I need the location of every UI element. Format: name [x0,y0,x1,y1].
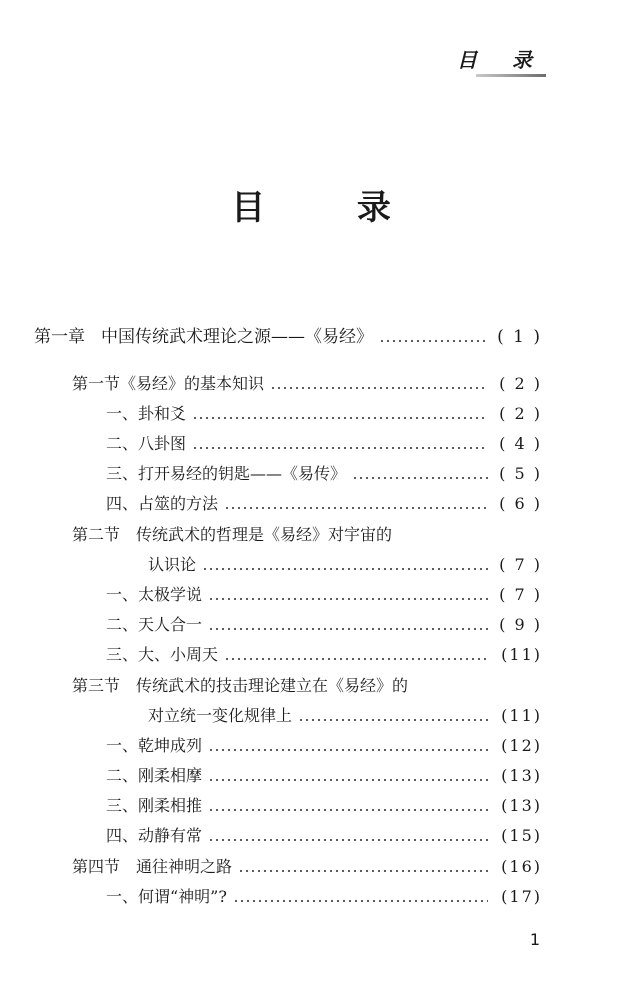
leader-dots [208,749,488,751]
chapter-title: 中国传统武术理论之源——《易经》 [101,327,373,347]
subsection-title: 一、乾坤成列 [106,736,203,755]
toc-entry-section-1[interactable] [72,370,542,398]
running-header: 目 录 [457,48,546,72]
toc-entry-subsection[interactable] [106,641,542,669]
leader-dots [352,477,488,479]
toc-entry-subsection[interactable] [106,581,542,609]
leader-dots [298,719,488,721]
subsection-title: 四、动静有常 [106,826,203,845]
subsection-title: 三、打开易经的钥匙——《易传》 [106,464,347,483]
page-ref: (11) [501,645,542,664]
subsection-title: 二、八卦图 [106,434,187,453]
page-ref: ( 2 ) [499,404,542,423]
section-title-continued: 对立统一变化规律上 [148,706,293,725]
page-ref: ( 9 ) [499,615,542,634]
subsection-title: 一、太极学说 [106,585,203,604]
page-ref: (13) [501,796,542,815]
toc-entry-section-3[interactable] [72,672,542,700]
page-ref: (13) [501,766,542,785]
leader-dots [238,870,488,872]
page-ref: ( 7 ) [499,555,542,574]
page-ref: ( 6 ) [499,494,542,513]
leader-dots [208,628,488,630]
page-ref: ( 2 ) [499,374,542,393]
section-title: 传统武术的技击理论建立在《易经》的 [136,676,409,695]
leader-dots [208,809,488,811]
section-number: 第一节 [72,374,121,393]
leader-dots [208,598,488,600]
section-title-continued: 认识论 [148,555,197,574]
page-ref: (12) [501,736,542,755]
toc-entry-section-2[interactable] [72,521,542,549]
page-title: 目 录 [231,188,431,228]
page-ref: ( 4 ) [499,434,542,453]
leader-dots [208,839,488,841]
page-ref: ( 7 ) [499,585,542,604]
toc-entry-subsection[interactable] [106,400,542,428]
leader-dots [208,779,488,781]
subsection-title: 四、占筮的方法 [106,494,219,513]
section-number: 第三节 [72,676,121,695]
subsection-title: 三、刚柔相推 [106,796,203,815]
page-ref: ( 1 ) [497,327,542,347]
leader-dots [224,507,488,509]
page-number: 1 [529,930,540,949]
subsection-title: 一、卦和爻 [106,404,187,423]
toc-entry-subsection[interactable] [106,732,542,760]
toc-entry-subsection[interactable] [106,430,542,458]
toc-entry-subsection[interactable] [106,762,542,790]
leader-dots [202,568,488,570]
toc-entry-subsection[interactable] [106,792,542,820]
toc-entry-subsection[interactable] [106,490,542,518]
leader-dots [224,658,488,660]
page-ref: (15) [501,826,542,845]
toc-entry-subsection[interactable] [106,883,542,911]
leader-dots [233,900,488,902]
leader-dots [192,417,488,419]
subsection-title: 二、刚柔相摩 [106,766,203,785]
leader-dots [270,387,488,389]
section-number: 第四节 [72,857,121,876]
page-ref: (11) [501,706,542,725]
toc-entry-section-3-continued[interactable] [148,702,542,730]
leader-dots [192,447,488,449]
toc-entry-chapter-1[interactable] [34,323,542,351]
page-ref: (16) [501,857,542,876]
subsection-title: 一、何谓“神明”? [106,887,227,906]
section-title: 通往神明之路 [136,857,233,876]
chapter-number: 第一章 [34,327,85,347]
section-number: 第二节 [72,525,121,544]
section-title: 《易经》的基本知识 [120,374,265,393]
header-rule [476,74,546,77]
leader-dots [379,340,488,342]
toc-entry-subsection[interactable] [106,611,542,639]
section-title: 传统武术的哲理是《易经》对宇宙的 [136,525,393,544]
toc-entry-section-2-continued[interactable] [148,551,542,579]
toc-entry-subsection[interactable] [106,822,542,850]
toc-entry-section-4[interactable] [72,853,542,881]
subsection-title: 二、天人合一 [106,615,203,634]
page-ref: ( 5 ) [499,464,542,483]
subsection-title: 三、大、小周天 [106,645,219,664]
page-ref: (17) [501,887,542,906]
toc-entry-subsection[interactable] [106,460,542,488]
